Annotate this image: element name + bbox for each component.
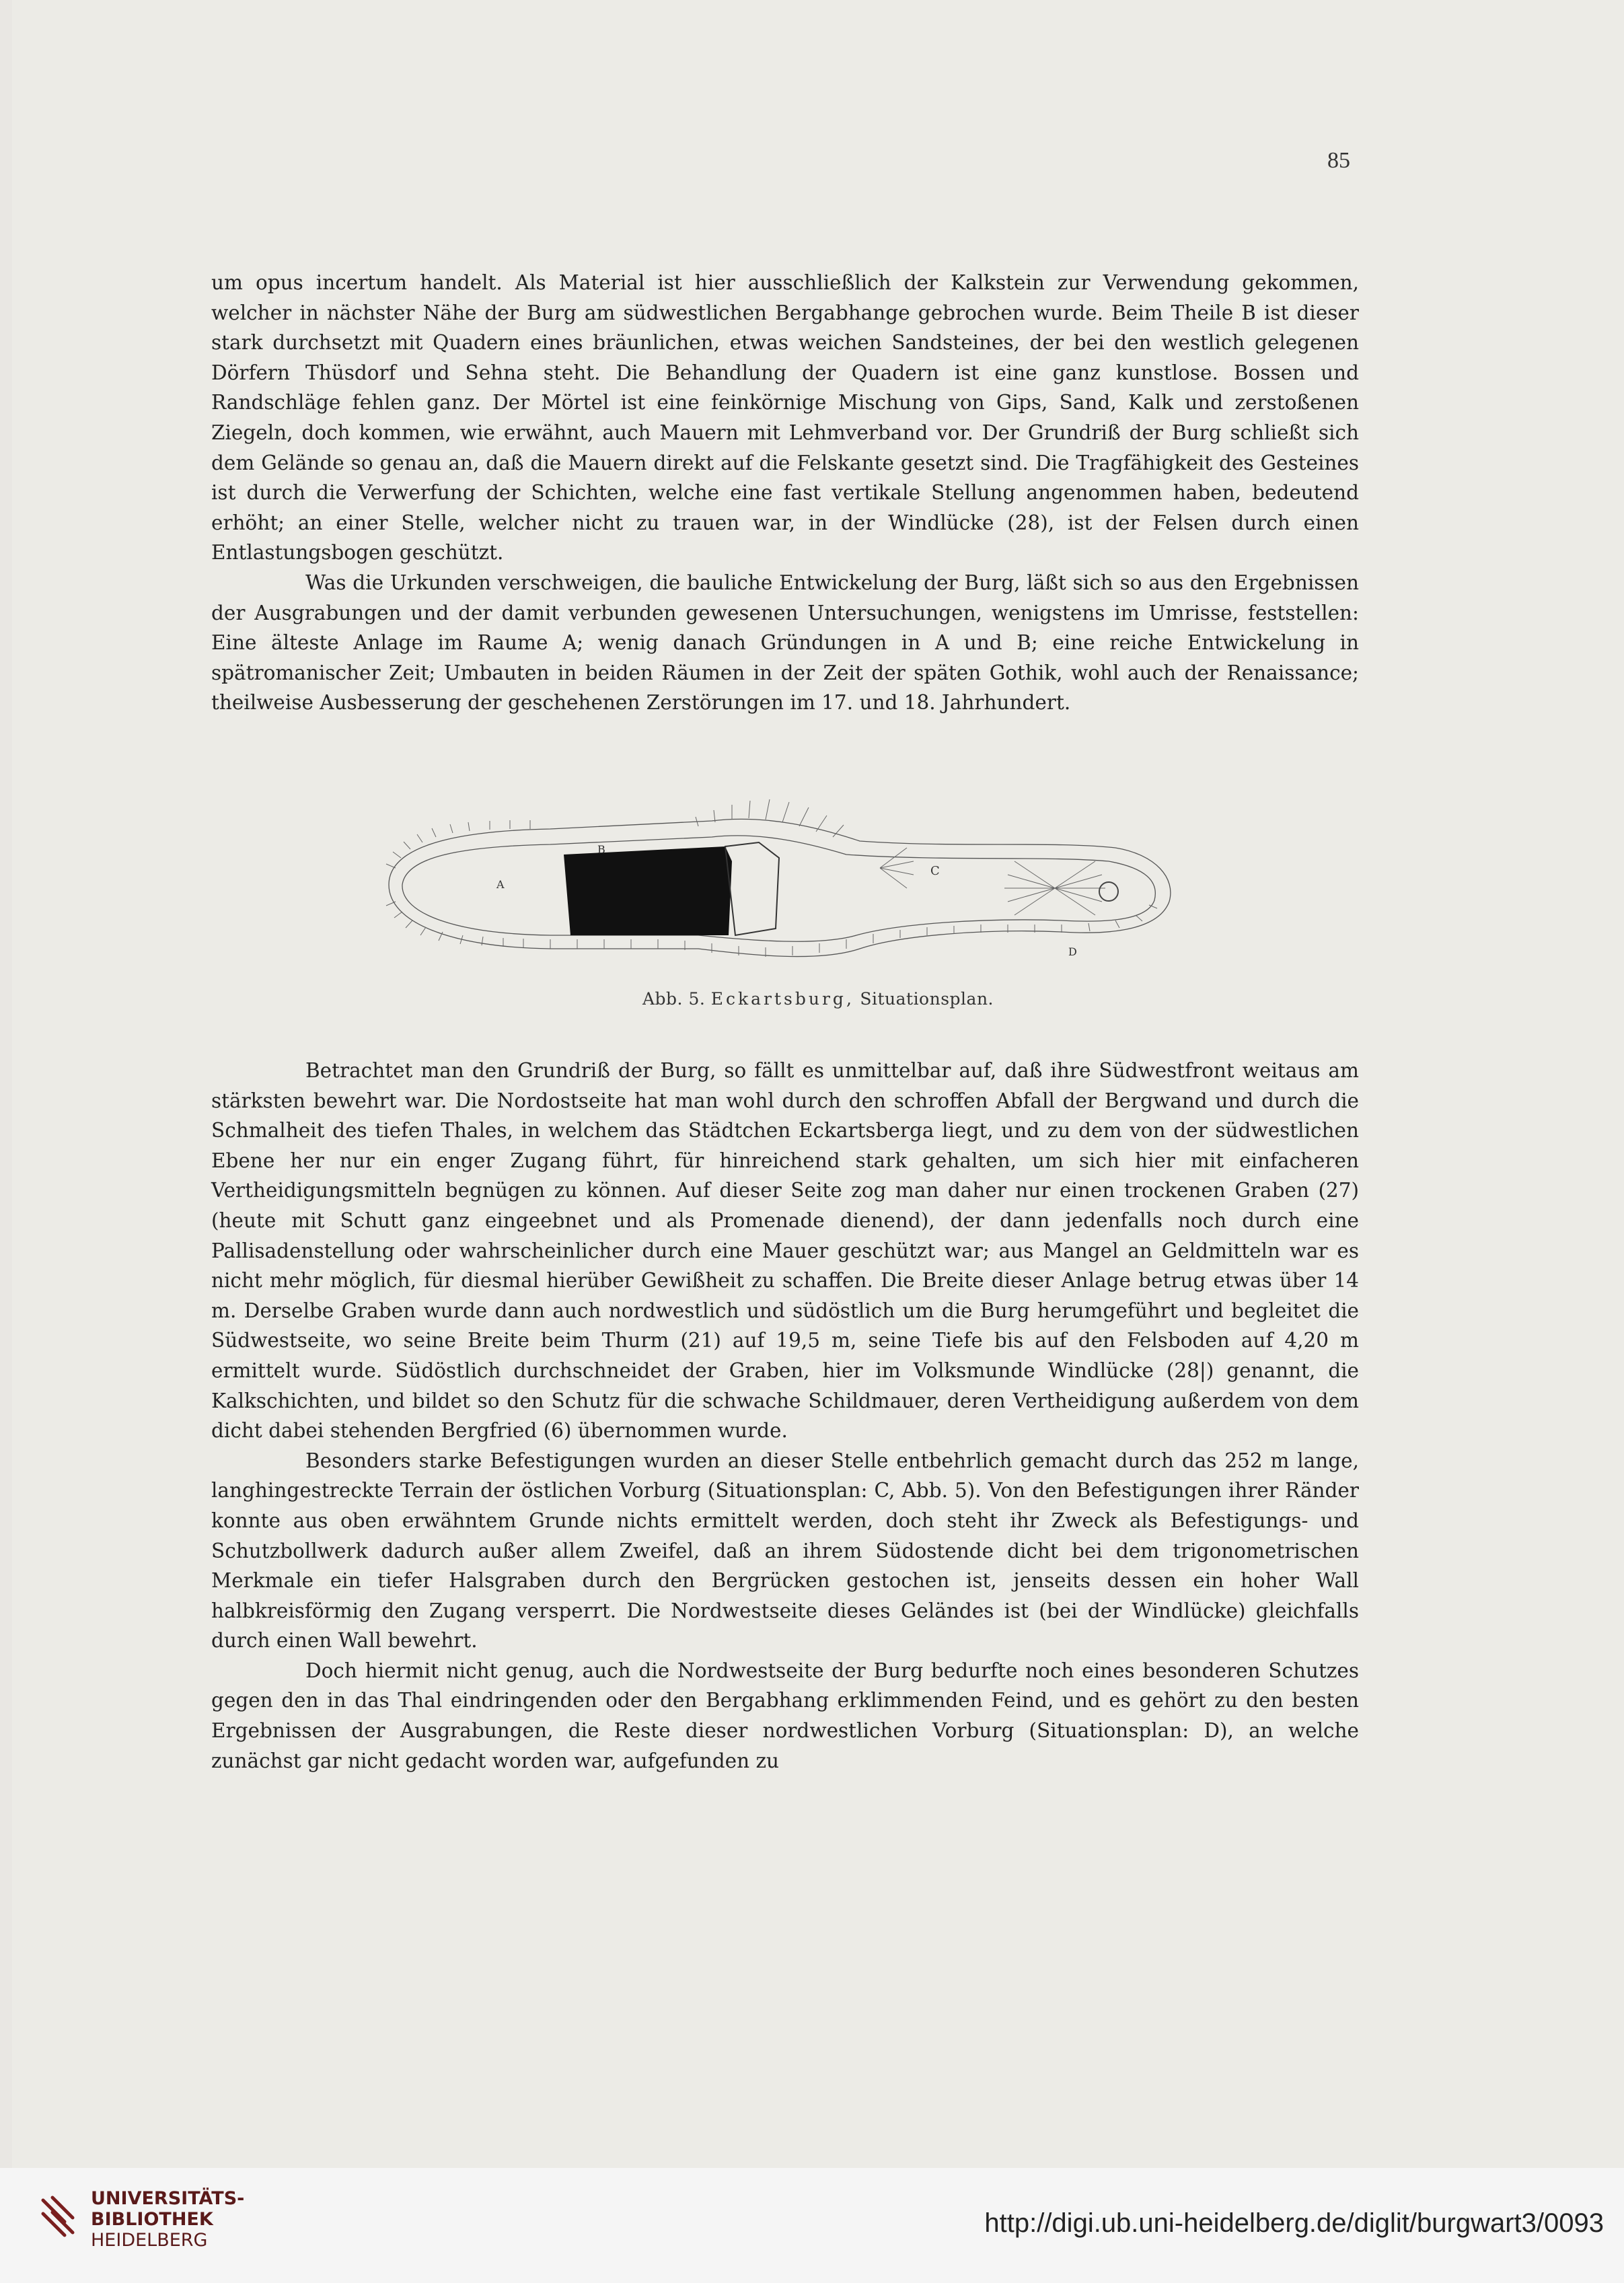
text-block-bottom — [211, 1056, 1359, 1776]
library-footer — [0, 2168, 1624, 2283]
paragraph: Betrachtet man den Grundriß der Burg, so fällt es unmittelbar auf, daß ihre Südwestfront weitaus am stärksten bewehrt war. Die Nordostseite hat man wohl durch den schroffen Abfall der Bergwand und durch die Schmalheit des tiefen Thales, in welchem das Städtchen Eckartsberga liegt, und zu dem von der südwestlichen Ebene her nur ein enger Zugang führt, für hinreichend stark gehalten, um sich hier mit einfacheren Vertheidigungsmitteln begnügen zu können. Auf dieser Seite zog man daher nur einen trockenen Graben (27) (heute mit Schutt ganz eingeebnet und als Promenade dienend), der dann jedenfalls noch durch eine Pallisadenstellung oder wahrscheinlicher durch eine Mauer geschützt war; aus Mangel an Geldmitteln war es nicht mehr möglich, für diesmal hierüber Gewißheit zu schaffen. Die Breite dieser Anlage betrug etwas über 14 m. Derselbe Graben wurde dann auch nordwestlich und südöstlich um die Burg herumgeführt und begleitet die Südwestseite, wo seine Breite beim Thurm (21) auf 19,5 m, seine Tiefe bis auf den Felsboden auf 4,20 m ermittelt wurde. Südöstlich durchschneidet der Graben, hier im Volksmunde Windlücke (28|) genannt, die Kalkschichten, und bildet so den Schutz für die schwache Schildmauer, deren Vertheidigung außerdem von dem dicht dabei stehenden Bergfried (6) übernommen wurde. — [211, 1059, 1359, 1443]
library-logo-icon — [38, 2194, 78, 2242]
caption-name: Eckartsburg, — [710, 989, 854, 1009]
paragraph: Was die Urkunden verschweigen, die bauliche Entwickelung der Burg, läßt sich so aus den Ergebnissen der Ausgrabungen und der damit verbunden gewesenen Untersuchungen, wenigstens im Umrisse, feststellen: Eine älteste Anlage im Raume A; wenig danach Gründungen in A und B; eine reiche Entwickelung in spätromanischer Zeit; Umbauten in beiden Räumen in der Zeit der späten Gothik, wohl auch der Renaissance; theilweise Ausbesserung der geschehenen Zerstörungen im 17. und 18. Jahrhundert. — [211, 571, 1359, 715]
text-block-top — [211, 268, 1359, 718]
institution-line-1: UNIVERSITÄTS- — [91, 2188, 245, 2209]
trig-point-marker — [1099, 882, 1118, 901]
label-b: B — [597, 843, 605, 856]
institution-line-2: BIBLIOTHEK — [91, 2209, 213, 2230]
scanned-page — [12, 0, 1624, 2168]
paragraph: Doch hiermit nicht genug, auch die Nordwestseite der Burg bedurfte noch eines besonderen Schutzes gegen den in das Thal eindringenden oder den Bergabhang erklimmenden Feind, und es gehört zu den besten Ergebnissen der Ausgrabungen, die Reste dieser nordwestlichen Vorburg (Situationsplan: D), an welche zunächst gar nicht gedacht worden war, aufgefunden zu — [211, 1659, 1359, 1772]
page-number: 85 — [1327, 148, 1350, 173]
figure-caption — [12, 989, 1624, 1009]
caption-suffix: Situationsplan. — [860, 989, 994, 1009]
label-a: A — [496, 878, 505, 891]
paragraph: um opus incertum handelt. Als Material ist hier ausschließlich der Kalkstein zur Verwendung gekommen, welcher in nächster Nähe der Burg am südwestlichen Bergabhange gebrochen wurde. Beim Theile B ist dieser stark durchsetzt mit Quadern eines bräunlichen, etwas weichen Sandsteines, der bei den westlich gelegenen Dörfern Thüsdorf und Sehna steht. Die Behandlung der Quadern ist eine ganz kunstlose. Bossen und Randschläge fehlen ganz. Der Mörtel ist eine feinkörnige Mischung von Gips, Sand, Kalk und zerstoßenen Ziegeln, doch kommen, wie erwähnt, auch Mauern mit Lehmverband vor. Der Grundriß der Burg schließt sich dem Gelände so genau an, daß die Mauern direkt auf die Felskante gesetzt sind. Die Tragfähigkeit des Gesteines ist durch die Verwerfung der Schichten, welche eine fast vertikale Stellung angenommen haben, bedeutend erhöht; an einer Stelle, welcher nicht zu trauen war, in der Windlücke (28), ist der Felsen durch einen Entlastungsbogen geschützt. — [211, 271, 1359, 565]
label-c: C — [930, 864, 940, 878]
institution-name — [91, 2188, 244, 2251]
main-castle-block — [564, 846, 732, 935]
label-d: D — [1068, 945, 1077, 958]
source-url-link[interactable]: http://digi.ub.uni-heidelberg.de/diglit/burgwart3/0093 — [984, 2208, 1604, 2238]
paragraph: Besonders starke Befestigungen wurden an dieser Stelle entbehrlich gemacht durch das 252 m lange, langhingestreckte Terrain der östlichen Vorburg (Situationsplan: C, Abb. 5). Von den Befestigungen ihrer Ränder konnte aus oben erwähntem Grunde nichts ermittelt werden, doch steht ihr Zweck als Befestigungs- und Schutzbollwerk dadurch außer allem Zweifel, daß an ihrem Südostende dicht bei dem trigonometrischen Merkmale ein tiefer Halsgraben durch den Bergrücken gestochen ist, jenseits dessen ein hoher Wall halbkreisförmig den Zugang versperrt. Die Nordwestseite dieses Geländes ist (bei der Windlücke) gleichfalls durch einen Wall bewehrt. — [211, 1449, 1359, 1653]
caption-prefix: Abb. 5. — [642, 989, 706, 1009]
site-plan-figure — [348, 767, 1210, 1009]
institution-line-3: HEIDELBERG — [91, 2230, 208, 2251]
